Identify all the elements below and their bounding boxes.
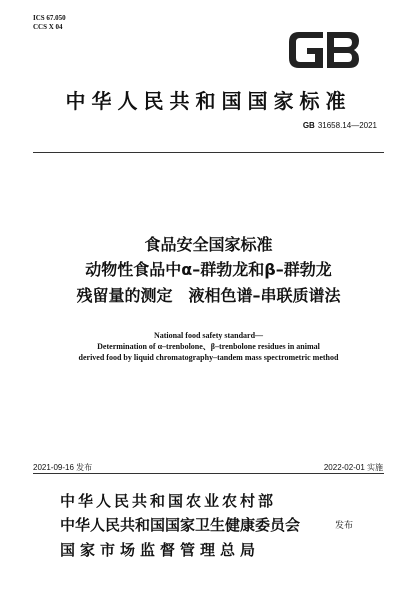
issuer-market-regulation: 国家市场监督管理总局 [60, 541, 261, 559]
en-title-line-3: derived food by liquid chromatography–tandem mass spectrometric method [78, 353, 339, 362]
top-divider [33, 152, 384, 153]
en-title-line-1: National food safety standard— [153, 331, 264, 340]
implementation-date: 2022-02-01 实施 [323, 463, 383, 472]
ics-code: ICS 67.050 [33, 14, 66, 22]
standard-code: 31658.14—2021 [317, 121, 377, 130]
national-standard-heading: 中华人民共和国国家标准 [65, 89, 352, 113]
en-title-line-2: Determination of α–trenbolone、β–trenbolone residues in animal [97, 342, 320, 351]
release-date: 2021-09-16 发布 [33, 463, 93, 472]
issuer-agriculture-ministry: 中华人民共和国农业农村部 [60, 492, 277, 510]
cn-title-line-3: 残留量的测定 液相色谱–串联质谱法 [76, 286, 341, 305]
bottom-divider [33, 473, 384, 474]
ccs-code: CCS X 04 [33, 23, 63, 31]
issuer-health-commission: 中华人民共和国国家卫生健康委员会 [60, 516, 301, 534]
cn-title-line-1: 食品安全国家标准 [144, 235, 273, 254]
standard-prefix: GB [302, 121, 315, 130]
cn-title-line-2: 动物性食品中α–群勃龙和β–群勃龙 [85, 260, 332, 279]
standard-number [303, 121, 377, 130]
classification-codes [33, 14, 66, 32]
gb-logo-icon [285, 28, 363, 72]
release-label: 发布 [335, 521, 354, 531]
